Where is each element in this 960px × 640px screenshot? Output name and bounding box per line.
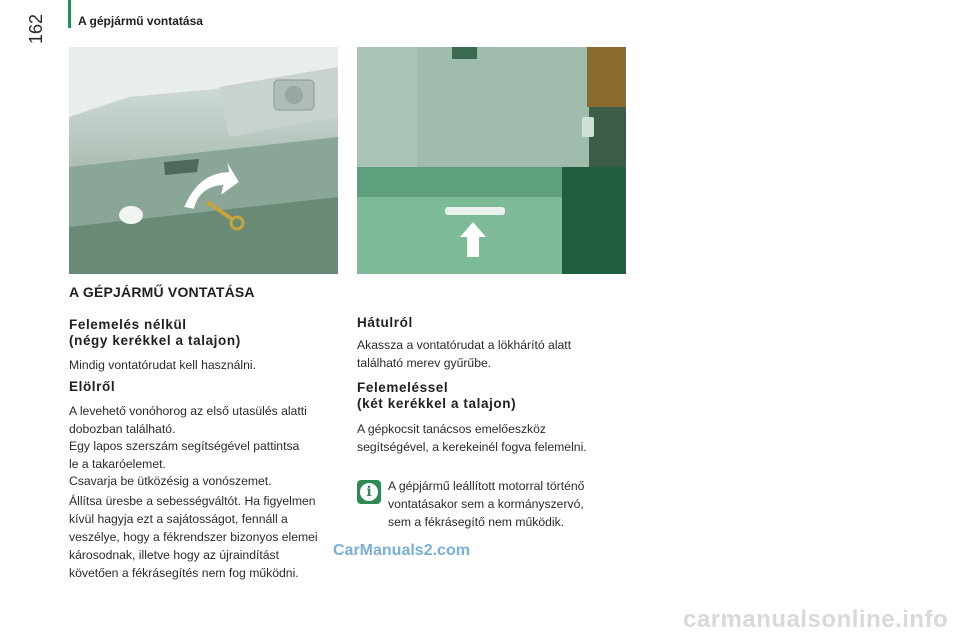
text-line: sem a fékrásegítő nem működik.	[388, 515, 565, 529]
text-line: Akassza a vontatórudat a lökhárító alatt	[357, 338, 572, 352]
text-line: A gépkocsit tanácsos emelőeszköz	[357, 422, 547, 436]
info-icon-glyph: i	[360, 483, 378, 501]
heading-front: Elölről	[69, 379, 116, 394]
heading-rear: Hátulról	[357, 315, 413, 330]
carmanualsonline-watermark: carmanualsonline.info	[683, 606, 949, 633]
rear-bumper-image	[357, 47, 626, 274]
heading-lift-line-2: (két kerékkel a talajon)	[357, 396, 517, 411]
heading-no-lift-line-2: (négy kerékkel a talajon)	[69, 333, 241, 348]
text-line: károsodnak, illetve hogy az újraindítást	[69, 548, 280, 562]
text-line: követően a fékrásegítés nem fog működni.	[69, 566, 299, 580]
text-line: A levehető vonóhorog az első utasülés alatti	[69, 404, 307, 418]
text-line: vontatásakor sem a kormányszervó,	[388, 497, 584, 511]
paragraph-front-2	[69, 437, 299, 473]
carmanuals-watermark: CarManuals2.com	[333, 542, 470, 559]
text-line: Állítsa üresbe a sebességváltót. Ha figyelmen	[69, 494, 316, 508]
info-icon	[357, 480, 381, 504]
paragraph-rear	[357, 336, 571, 372]
paragraph-front-3: Csavarja be ütközésig a vonószemet.	[69, 474, 272, 488]
heading-lift	[357, 380, 516, 412]
info-note	[388, 477, 584, 531]
heading-no-lift	[69, 317, 241, 349]
header-accent-bar	[68, 0, 71, 28]
heading-no-lift-line-1: Felemelés nélkül	[69, 317, 187, 332]
paragraph-front-1	[69, 402, 307, 438]
section-title: A GÉPJÁRMŰ VONTATÁSA	[69, 284, 255, 300]
text-line: A gépjármű leállított motorral történő	[388, 479, 585, 493]
heading-lift-line-1: Felemeléssel	[357, 380, 449, 395]
text-line: veszélye, hogy a fékrendszer bizonyos elemei	[69, 530, 318, 544]
text-line: található merev gyűrűbe.	[357, 356, 492, 370]
paragraph-no-lift: Mindig vontatórudat kell használni.	[69, 358, 256, 372]
text-line: dobozban található.	[69, 422, 176, 436]
paragraph-lift	[357, 420, 587, 456]
text-line: le a takaróelemet.	[69, 457, 166, 471]
front-bumper-image	[69, 47, 338, 274]
paragraph-front-4	[69, 492, 318, 582]
text-line: segítségével, a kerekeinél fogva felemelni.	[357, 440, 587, 454]
text-line: kívül hagyja ezt a sajátosságot, fennáll a	[69, 512, 288, 526]
header-title: A gépjármű vontatása	[78, 14, 203, 28]
text-line: Egy lapos szerszám segítségével pattintsa	[69, 439, 300, 453]
page-number: 162	[26, 13, 46, 44]
